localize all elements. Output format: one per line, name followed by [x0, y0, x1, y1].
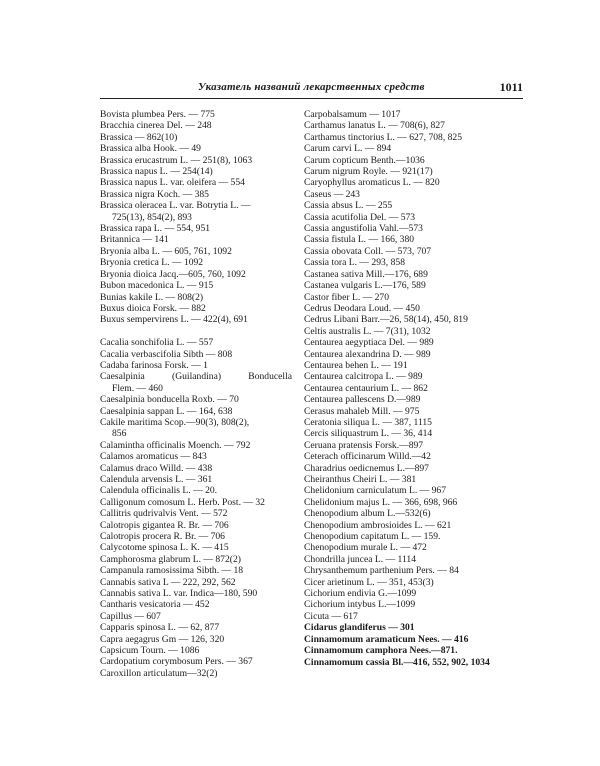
index-entry: Carum copticum Benth.—1036: [304, 154, 425, 166]
index-entry: Ceruana pratensis Forsk.—897: [304, 439, 424, 451]
index-entry: Centaurea calcitropa L. — 989: [304, 371, 423, 383]
entry-word: Caesalpinia: [100, 371, 145, 383]
index-entry: Calamos aromaticus — 843: [100, 451, 207, 463]
index-entry: [100, 371, 292, 382]
index-entry: Cadaba farinosa Forsk. — 1: [100, 359, 208, 371]
index-entry: Centaurea behen L. — 191: [304, 359, 408, 371]
page-number: 1011: [499, 80, 523, 94]
index-entry: Bryonia dioica Jacq.—605, 760, 1092: [100, 268, 246, 280]
index-entry: Cichorium intybus L.—1099: [304, 599, 416, 611]
index-entry: Castor fiber L. — 270: [304, 291, 389, 303]
index-entry: Castanea vulgaris L.—176, 589: [304, 280, 426, 292]
index-entry: Cidarus glandiferus — 301: [304, 622, 415, 634]
index-entry: Cannabis sativa L — 222, 292, 562: [100, 576, 236, 588]
index-entry: Celtis australis L. — 7(31), 1032: [304, 325, 431, 337]
index-entry: Cassia fistula L. — 166, 380: [304, 234, 415, 246]
index-entry: Bunias kakile L. — 808(2): [100, 291, 204, 303]
index-entry: Carum nigrum Royle. — 921(17): [304, 166, 433, 178]
index-entry: Calamintha officinalis Moench. — 792: [100, 439, 251, 451]
index-entry: Calamus draco Willd. — 438: [100, 462, 213, 474]
index-entry: Carthamus lanatus L. — 708(6), 827: [304, 120, 445, 132]
entry-word: (Guilandina): [172, 371, 222, 383]
index-entry: Brassica — 862(10): [100, 131, 178, 143]
section-spacer: [100, 326, 292, 337]
index-entry: Caseus — 243: [304, 188, 360, 200]
index-entry: Chenopodium album L.—532(6): [304, 508, 431, 520]
index-entry: Cinnamomum camphora Nees.—871.: [304, 645, 458, 657]
index-entry-continuation: 856: [112, 428, 127, 440]
index-entry: Cacalia sonchifolia L. — 557: [100, 337, 214, 349]
index-entry: Calendula arvensis L. — 361: [100, 473, 213, 485]
index-entry: Cassia tora L. — 293, 858: [304, 257, 405, 269]
left-index-column: [100, 109, 292, 679]
index-entry: Cinnamomum cassia Bl.—416, 552, 902, 1034: [304, 656, 490, 668]
index-entry: Calotropis procera R. Br. — 706: [100, 531, 225, 543]
index-entry: Capparis spinosa L. — 62, 877: [100, 622, 220, 634]
index-entry: Cinnamomum aramaticum Nees. — 416: [304, 633, 469, 645]
index-entry: Cedrus Deodara Loud. — 450: [304, 302, 420, 314]
index-entry: Calligonum comosum L. Herb. Post. — 32: [100, 496, 265, 508]
index-entry: Bryonia cretica L. — 1092: [100, 257, 204, 269]
index-entry: Capsicum Tourn. — 1086: [100, 645, 200, 657]
index-entry: Bovista plumbea Pers. — 775: [100, 109, 215, 120]
index-entry: Chelidonium carniculatum L. — 967: [304, 485, 447, 497]
index-entry: Cassia angustifolia Vahl.—573: [304, 223, 423, 235]
page-header: [100, 80, 523, 96]
index-entry-continuation: 725(13), 854(2), 893: [112, 211, 192, 223]
index-entry: Cassia absus L. — 255: [304, 200, 393, 212]
index-entry: Cicuta — 617: [304, 610, 358, 622]
index-entry: Camphorosma glabrum L. — 872(2): [100, 553, 241, 565]
index-entry: Cassia acutifolia Del. — 573: [304, 211, 416, 223]
index-entry: Calotropis gigantea R. Br. — 706: [100, 519, 229, 531]
index-entry: Bryonia alba L. — 605, 761, 1092: [100, 245, 232, 257]
index-entry: Bracchia cinerea Del. — 248: [100, 120, 212, 132]
index-entry: Brassica nigra Koch. — 385: [100, 188, 209, 200]
index-entry: Chenopodium capitatum L. — 159.: [304, 531, 441, 543]
index-entry: Brassica rapa L. — 554, 951: [100, 223, 211, 235]
right-index-column: [304, 109, 526, 668]
index-entry: Caroxillon articulatum—32(2): [100, 667, 218, 679]
index-entry: Capra aegagrus Gm — 126, 320: [100, 633, 225, 645]
index-entry: Brassica napus L. — 254(14): [100, 166, 213, 178]
index-entry: Centaurea alexandrina D. — 989: [304, 348, 431, 360]
index-entry: Cicer arietinum L. — 351, 453(3): [304, 576, 434, 588]
index-entry: Chelidonium majus L. — 366, 698, 966: [304, 496, 458, 508]
header-rule: [100, 98, 523, 99]
index-entry: Brassica napus L. var. oleifera — 554: [100, 177, 245, 189]
index-entry: Chenopodium ambrosioides L. — 621: [304, 519, 452, 531]
index-entry: Centaurea pallescens D.—989: [304, 394, 421, 406]
index-entry-continuation: Flem. — 460: [112, 382, 163, 394]
index-entry: Cedrus Libani Barr.—26, 58(14), 450, 819: [304, 314, 468, 326]
running-title: Указатель названий лекарственных средств: [198, 81, 425, 93]
index-entry: Calendula officinalis L. — 20.: [100, 485, 218, 497]
index-entry: Cacalia verbascifolia Sibth — 808: [100, 348, 233, 360]
index-entry: Cichorium endivia G.—1099: [304, 588, 417, 600]
index-entry: Charadrius oedicnemus L.—897: [304, 462, 429, 474]
index-entry: Buxus dioica Forsk. — 882: [100, 302, 206, 314]
index-entry: Calycotome spinosa L. K. — 415: [100, 542, 229, 554]
index-entry: Callitris qudrivalvis Vent. — 572: [100, 508, 228, 520]
index-entry: Cerasus mahaleb Mill. — 975: [304, 405, 420, 417]
index-entry: Cassia obovata Coll. — 573, 707: [304, 245, 432, 257]
index-entry: Ceratonia siliqua L. — 387, 1115: [304, 416, 432, 428]
index-entry: Caesalpinia sappan L. — 164, 638: [100, 405, 233, 417]
index-entry: Brassica erucastrum L. — 251(8), 1063: [100, 154, 253, 166]
index-entry: Ceterach officinarum Willd.—42: [304, 451, 431, 463]
index-entry: Campanula ramosissima Sibth. — 18: [100, 565, 244, 577]
index-entry: Buxus sempervirens L. — 422(4), 691: [100, 314, 248, 326]
index-entry: Cardopatium corymbosum Pers. — 367: [100, 656, 253, 668]
index-entry: Cakile maritima Scop.—90(3), 808(2),: [100, 416, 250, 428]
index-entry: Chenopodium murale L. — 472: [304, 542, 427, 554]
index-entry: Brassica alba Hook. — 49: [100, 143, 201, 155]
index-entry: Cannabis sativa L. var. Indica—180, 590: [100, 588, 258, 600]
index-entry: Castanea sativa Mill.—176, 689: [304, 268, 428, 280]
index-entry: Cercis siliquastrum L. — 36, 414: [304, 428, 433, 440]
index-entry: Caesalpinia bonducella Roxb. — 70: [100, 394, 239, 406]
index-entry: Britannica — 141: [100, 234, 169, 246]
index-entry: Chrysanthemum parthenium Pers. — 84: [304, 565, 459, 577]
index-entry: Brassica oleracea L. var. Botrytia L. —: [100, 200, 251, 212]
index-entry: Cheiranthus Cheiri L. — 381: [304, 474, 417, 485]
index-entry: Carpobalsamum — 1017: [304, 109, 401, 120]
index-entry: Bubon macedonica L. — 915: [100, 280, 214, 292]
index-entry: Carum carvi L. — 894: [304, 143, 392, 155]
index-entry: Capillus — 607: [100, 610, 161, 622]
entry-word: Bonducella: [248, 371, 292, 383]
index-entry: Centaurea centaurium L. — 862: [304, 382, 428, 394]
index-entry: Cantharis vesicatoria — 452: [100, 599, 210, 611]
index-entry: Caryophyllus aromaticus L. — 820: [304, 177, 440, 189]
index-entry: Chondrilla juncea L. — 1114: [304, 553, 416, 565]
index-entry: Carthamus tinctorius L. — 627, 708, 825: [304, 131, 463, 143]
index-entry: Centaurea aegyptiaca Del. — 989: [304, 337, 434, 349]
